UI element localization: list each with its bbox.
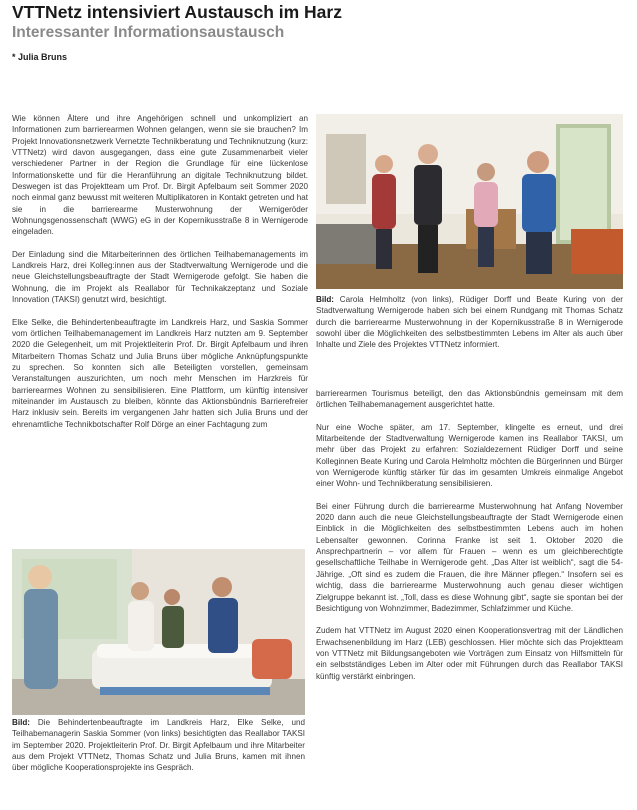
article-subtitle: Interessanter Informationsaustausch [12, 24, 285, 41]
photo-caption-bottom [12, 717, 305, 774]
group-photo-icon [316, 114, 623, 289]
paragraph: Zudem hat VTTNetz im August 2020 einen Kooperationsvertrag mit der Ländlichen Erwachsenenbildung im Harz (LEB) geschlossen. Hier möchte sich das Projektteam von VTTNetz mit Bildungsangeboten wie Vorträgen zum Einsatz von Hilfsmitteln für ein selbstständiges Leben im Alter oder mit Führungen durch das Reallabor TAKSI künftig verstärkt einbringen. [316, 626, 623, 681]
paragraph: barrierearmen Tourismus beteiligt, den das Aktionsbündnis gemeinsam mit dem örtlichen Teilhabemanagement ausgerichtet hatte. [316, 389, 623, 410]
paragraph: Elke Selke, die Behindertenbeauftragte im Landkreis Harz, und Saskia Sommer vom örtlichen Teilhabemanagement im Landkreis Harz nutzten am 9. September 2020 die Gelegenheit, um mit Projektleiterin Prof. Dr. Birgit Apfelbaum und ihren Mitarbeitern Thomas Schatz und Julia Bruns über mögliche Anknüpfungspunkte zu sprechen. So konnten sich alle Beteiligten vorstellen, gemeinsam Veranstaltungen auszurichten, um noch mehr Menschen im Harzkreis für barrierearmes Wohnen zu sensibilisieren. Eine Plattform, um künftig intensiver miteinander im Austausch zu bleiben, könnte das Aktionsbündnis Barrierefreier Harz inklusiv sein. Bereits im vergangenen Jahr hatten sich Julia Bruns und der ehrenamtliche Technikbotschafter Rolf Dörge an einer Fachtagung zum [12, 317, 308, 429]
paragraph: Wie können Ältere und ihre Angehörigen schnell und unkompliziert an Informationen zum barrierearmen Wohnen gelangen, wenn sie sie brauchen? Im Projekt Innovationsnetzwerk Vernetzte Technikberatung und Techniknutzung (kurz: VTTNetz) wird davon ausgegangen, dass eine gute Zusammenarbeit vieler verschiedener Partner in der Region die Grundlage für eine lückenlose Informationskette und für die Heranführung an digitale Techniknutzung bildet. Deswegen ist das Projektteam um Prof. Dr. Birgit Apfelbaum seit Sommer 2020 noch einmal ganz bewusst mit weiteren Multiplikatoren in Kontakt getreten und hat sie in die barrierearme Musterwohnung der Wernigeröder Wohnungsgenossenschaft (WWG) eG in der Kopernikusstraße 8 in Wernigerode eingeladen. [12, 114, 308, 237]
paragraph: Nur eine Woche später, am 17. September, klingelte es erneut, und drei Mitarbeitende der Stadtverwaltung Wernigerode kamen ins Reallabor TAKSI, um mehr über das Projekt zu erfahren: Sozialdezernent Rüdiger Dorff und seine Kolleginnen Beate Kuring und Carola Helmholtz möchten die Bürgerinnen und Bürger von Wernigerode künftig stärker für das im gesamten Umkreis einmalige Angebot einer Wohn- und Technikberatung sensibilisieren. [316, 422, 623, 489]
caption-label: Bild: [12, 718, 30, 727]
left-column-top [12, 113, 308, 441]
caption-label: Bild: [316, 295, 334, 304]
caption-text: Die Behindertenbeauftragte im Landkreis Harz, Elke Selke, und Teilhabemanagerin Saskia Sommer (von links) besichtigten das Reallabor TAKSI im September 2020. Projektleiterin Prof. Dr. Birgit Apfelbaum und ihre Mitarbeiter aus dem Projekt VTTNetz, Thomas Schatz und Julia Bruns, kamen mit ihnen über mögliche Kooperationsprojekte ins Gespräch. [12, 718, 305, 773]
photo-caption-top [316, 294, 623, 351]
article-title: VTTNetz intensiviert Austausch im Harz [12, 2, 342, 22]
group-photo-icon [12, 549, 305, 715]
right-column [316, 388, 623, 693]
photo-living-room [316, 114, 623, 289]
photo-bedroom [12, 549, 305, 715]
caption-text: Carola Helmholtz (von links), Rüdiger Dorff und Beate Kuring von der Stadtverwaltung Wernigerode haben sich bei einem Rundgang mit Thomas Schatz durch die barrierearme Musterwohnung in der Kopernikusstraße 8 in Wernigerode sowohl über die Möglichkeiten des selbstbestimmten Lebens im Alter als auch über Inhalte und Ziele des Projektes VTTNetz informiert. [316, 295, 623, 350]
paragraph: Bei einer Führung durch die barrierearme Musterwohnung hat Anfang November 2020 dann auch die neue Gleichstellungsbeauftragte der Stadt Wernigerode einen Einblick in die Möglichkeiten des selbstbestimmten Lebens auch im hohen Lebensalter gewonnen. Corinna Franke ist seit 1. Oktober 2020 die Ansprechpartnerin – vor allem für Frauen – wenn es um gleichberechtigte gesellschaftliche Teilhabe in Wernigerode geht. „Das Alter ist weiblich“, sagt die 54-Jährige. „Oft sind es zudem die Frauen, die ihre Männer pflegen.“ Insofern sei es wichtig, dass die barrierearme Musterwohnung auch genau dieser wichtigen Zielgruppe bekannt ist. „Toll, dass es diese Wohnung gibt“, sagte sie spontan bei der Besichtigung von Wohnzimmer, Badezimmer, Schlafzimmer und Küche. [316, 501, 623, 613]
article-author: * Julia Bruns [12, 52, 68, 62]
paragraph: Der Einladung sind die Mitarbeiterinnen des örtlichen Teilhabemanagements im Landkreis Harz, drei Kolleg:innen aus der Stadtverwaltung Wernigerode und die neue Gleichstellungsbeauftragte der Stadt Wernigerode gefolgt. Sie haben die Wohnung, die im Projekt als Reallabor für Technikakzeptanz und Soziale Innovation (TAKSI) genutzt wird, besichtigt. [12, 249, 308, 305]
